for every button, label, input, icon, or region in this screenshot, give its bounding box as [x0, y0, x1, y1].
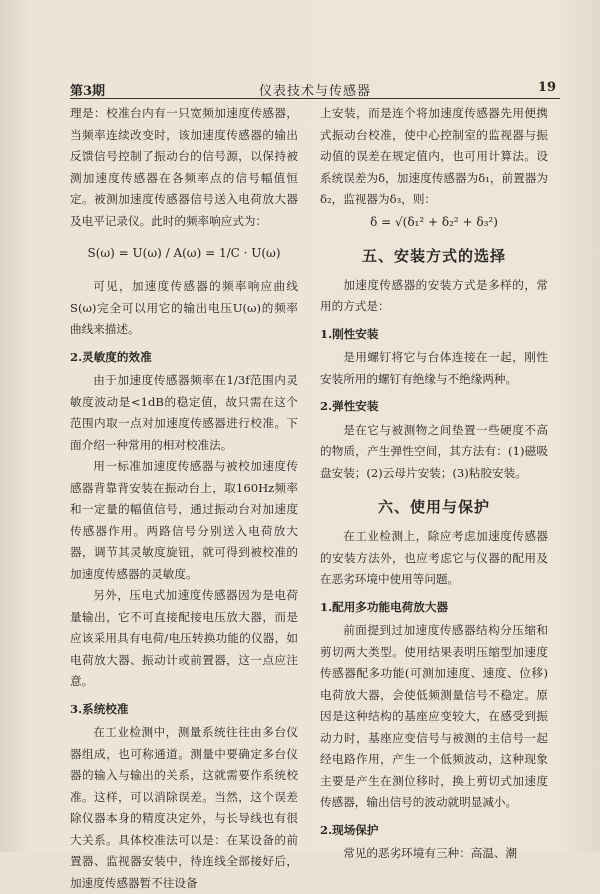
- paragraph: 前面提到过加速度传感器结构分压缩和剪切两大类型。使用结果表明压缩型加速度传感器配多功能(可测加速度、速度、位移)电荷放大器，会使低频测量信号不稳定。原因是这种结构的基座应变较大，在感受到振动力时，基座应变信号与被测的主信号一起经电路作用，产生一个低频波动，这种现象主要是产生在测位移时，换上剪切式加速度传感器，输出信号的波动就明显减小。: [320, 623, 548, 809]
- subsection-heading: 3.系统校准: [70, 701, 129, 716]
- page-header: [70, 78, 560, 99]
- paragraph: 常见的恶劣环境有三种：高温、潮: [343, 846, 518, 860]
- paragraph: 是在它与被测物之间垫置一些硬度不高的物质，产生弹性空间，其方法有：(1)磁吸盘安装；(2)云母片安装；(3)粘胶安装。: [320, 422, 548, 480]
- paragraph: 由于加速度传感器频率在1/3f范围内灵敏度波动是<1dB的稳定值，故只需在这个范围内取一点对加速度传感器进行校准。下面介绍一种常用的相对校准法。: [70, 373, 298, 452]
- paragraph: 理是：校准台内有一只宽频加速度传感器，当频率连续改变时，该加速度传感器的输出反馈信号控制了振动台的信号源，以保持被测加速度传感器在各频率点的信号幅值恒定。被测加速度传感器信号送入电荷放大器及电平记录仪。此时的频率响应式为：: [70, 106, 298, 228]
- paragraph: 在工业检测中，测量系统往往由多台仪器组成，也可称通道。测量中要确定多台仪器的输入与输出的关系，这就需要作系统校准。这样，可以消除误差。当然，这个误差除仪器本身的精度决定外，与长导线也有很大关系。具体校准法可以是：在某设备的前置器、监视器安装中，待连线全部接好后，加速度传感器暂不往设备: [70, 725, 298, 890]
- paragraph: 在工业检测上，除应考虑加速度传感器的安装方法外，也应考虑它与仪器的配用及在恶劣环境中使用等问题。: [320, 529, 548, 586]
- subsection-heading: 2.现场保护: [320, 822, 379, 837]
- section-heading: 五、安装方式的选择: [361, 246, 506, 265]
- page-number: 19: [537, 80, 556, 95]
- subsection-heading: 2.灵敏度的效准: [70, 349, 152, 364]
- paragraph: 可见，加速度传感器的频率响应曲线S(ω)完全可以用它的输出电压U(ω)的频率曲线来描述。: [70, 279, 298, 336]
- subsection-heading: 1.刚性安装: [320, 326, 379, 341]
- subsection-heading: 1.配用多功能电荷放大器: [320, 599, 449, 614]
- paragraph: 上安装，而是连个将加速度传感器先用便携式振动台校准，使中心控制室的监视器与振动值的误差在规定值内，也可用计算法。设系统误差为δ，加速度传感器为δ₁，前置器为δ₂，监视器为δ₃，则：: [320, 106, 548, 206]
- right-column: [320, 103, 548, 860]
- paragraph: 用一标准加速度传感器与被校加速度传感器背靠背安装在振动台上，取160Hz频率和一定量的幅值信号，通过振动台对加速度传感器作用。两路信号分别送入电荷放大器，调节其灵敏度旋钮，就可得到被校准的加速度传感器的灵敏度。: [70, 459, 298, 581]
- paragraph: 加速度传感器的安装方式是多样的，常用的方式是：: [320, 277, 548, 313]
- left-column: [70, 103, 298, 890]
- frequency-response-formula: S(ω) = U(ω) / A(ω) = 1/C · U(ω): [87, 246, 281, 260]
- subsection-heading: 2.弹性安装: [320, 399, 379, 413]
- issue-number: 第3期: [70, 84, 106, 99]
- section-heading: 六、使用与保护: [377, 498, 490, 516]
- error-formula: δ = √(δ₁² + δ₂² + δ₃²): [370, 214, 498, 229]
- journal-title: 仪表技术与传感器: [258, 84, 371, 99]
- paragraph: 是用螺钉将它与台体连接在一起，刚性安装所用的螺钉有绝缘与不绝缘两种。: [320, 350, 548, 386]
- paragraph: 另外，压电式加速度传感器因为是电荷量输出，它不可直接配接电压放大器，而是应该采用具有电荷/电压转换功能的仪器，如电荷放大器、振动计或前置器，这一点应注意。: [70, 588, 298, 688]
